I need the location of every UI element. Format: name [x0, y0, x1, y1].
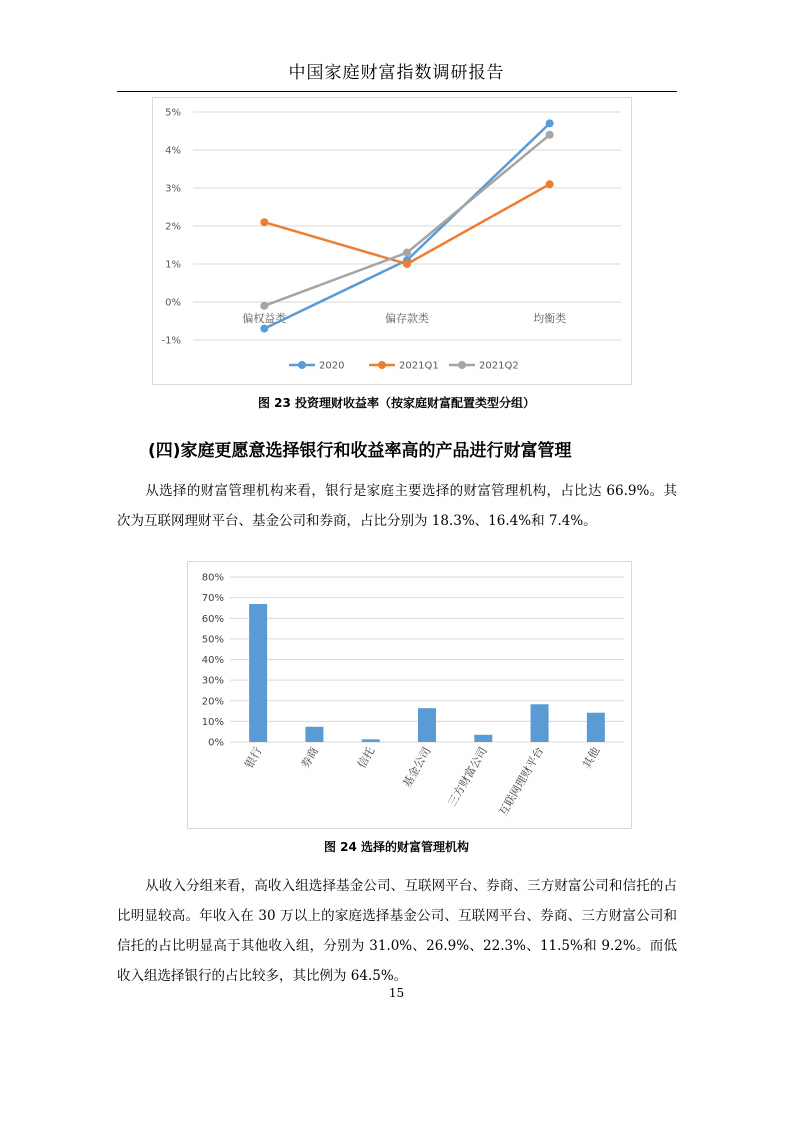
figure-23-chart: [152, 97, 632, 385]
figure-23-caption: 图 23 投资理财收益率（按家庭财富配置类型分组）: [257, 396, 536, 410]
paragraph-1-text: 从选择的财富管理机构来看，银行是家庭主要选择的财富管理机构，占比达 66.9%。其次为互联网理财平台、基金公司和券商，占比分别为 18.3%、16.4%和 7.4%。: [117, 483, 677, 529]
legend-label: 2020: [319, 360, 345, 372]
page-number: 15: [388, 986, 405, 1000]
data-point-2021Q1: [546, 180, 554, 188]
paragraph-2: [117, 871, 677, 991]
data-point-2021Q1: [403, 260, 411, 268]
y-tick-label: 5%: [165, 107, 181, 119]
bar-三方财富公司: [474, 735, 492, 742]
data-point-2021Q2: [260, 302, 268, 310]
paragraph-1: [117, 476, 677, 536]
legend-marker-2021Q2: [458, 361, 466, 369]
series-line-2021Q2: [264, 135, 549, 306]
y-tick-label: 30%: [201, 675, 224, 687]
legend-label: 2021Q1: [399, 360, 439, 372]
x-tick-label: 偏存款类: [385, 312, 429, 325]
data-point-2020: [260, 325, 268, 333]
section-heading: (四)家庭更愿意选择银行和收益率高的产品进行财富管理: [148, 441, 572, 461]
data-point-2021Q2: [403, 249, 411, 257]
y-tick-label: 0%: [208, 737, 224, 749]
y-tick-label: 20%: [201, 696, 224, 708]
data-point-2021Q2: [546, 131, 554, 139]
line-chart-svg: [153, 98, 631, 384]
data-point-2020: [546, 119, 554, 127]
paragraph-2-text: 从收入分组来看，高收入组选择基金公司、互联网平台、券商、三方财富公司和信托的占比明显较高。年收入在 30 万以上的家庭选择基金公司、互联网平台、券商、三方财富公司和信托的占比明显高于其他收入组，分别为 31.0%、26.9%、22.3%、11.5%和 9.2%。而低收入组选择银行的占比较多，其比例为 64.5%。: [117, 878, 677, 984]
figure-24-chart: [187, 561, 632, 829]
x-tick-label: 银行: [242, 745, 265, 771]
legend-marker-2021Q1: [378, 361, 386, 369]
y-tick-label: 4%: [165, 145, 181, 157]
y-tick-label: 40%: [201, 655, 224, 666]
bar-基金公司: [418, 708, 436, 742]
y-tick-label: 60%: [201, 613, 224, 625]
y-tick-label: 2%: [165, 221, 181, 233]
legend-marker-2020: [298, 361, 306, 369]
y-tick-label: 10%: [201, 716, 224, 728]
y-tick-label: -1%: [161, 335, 181, 347]
y-tick-label: 0%: [165, 297, 181, 309]
x-tick-label: 其他: [580, 745, 603, 771]
figure-24-caption: 图 24 选择的财富管理机构: [323, 840, 470, 854]
x-tick-label: 券商: [298, 745, 322, 771]
data-point-2021Q1: [260, 218, 268, 226]
header-rule: [117, 91, 677, 92]
y-tick-label: 50%: [201, 634, 224, 646]
bar-银行: [249, 604, 267, 742]
x-tick-label: 偏权益类: [242, 312, 287, 325]
bar-互联网理财平台: [531, 704, 549, 742]
y-tick-label: 3%: [165, 183, 181, 195]
x-tick-label: 信托: [355, 745, 378, 771]
page-header-title: 中国家庭财富指数调研报告: [288, 63, 505, 83]
y-tick-label: 1%: [165, 259, 181, 271]
x-tick-label: 基金公司: [400, 745, 434, 790]
y-tick-label: 70%: [201, 593, 224, 605]
y-tick-label: 80%: [201, 572, 224, 584]
x-tick-label: 互联网理财平台: [496, 745, 547, 819]
legend-label: 2021Q2: [479, 360, 519, 372]
x-tick-label: 三方财富公司: [445, 745, 490, 809]
bar-其他: [587, 713, 605, 742]
bar-chart-svg: [188, 562, 631, 828]
bar-券商: [305, 727, 323, 742]
bar-信托: [362, 739, 380, 742]
x-tick-label: 均衡类: [533, 312, 567, 325]
